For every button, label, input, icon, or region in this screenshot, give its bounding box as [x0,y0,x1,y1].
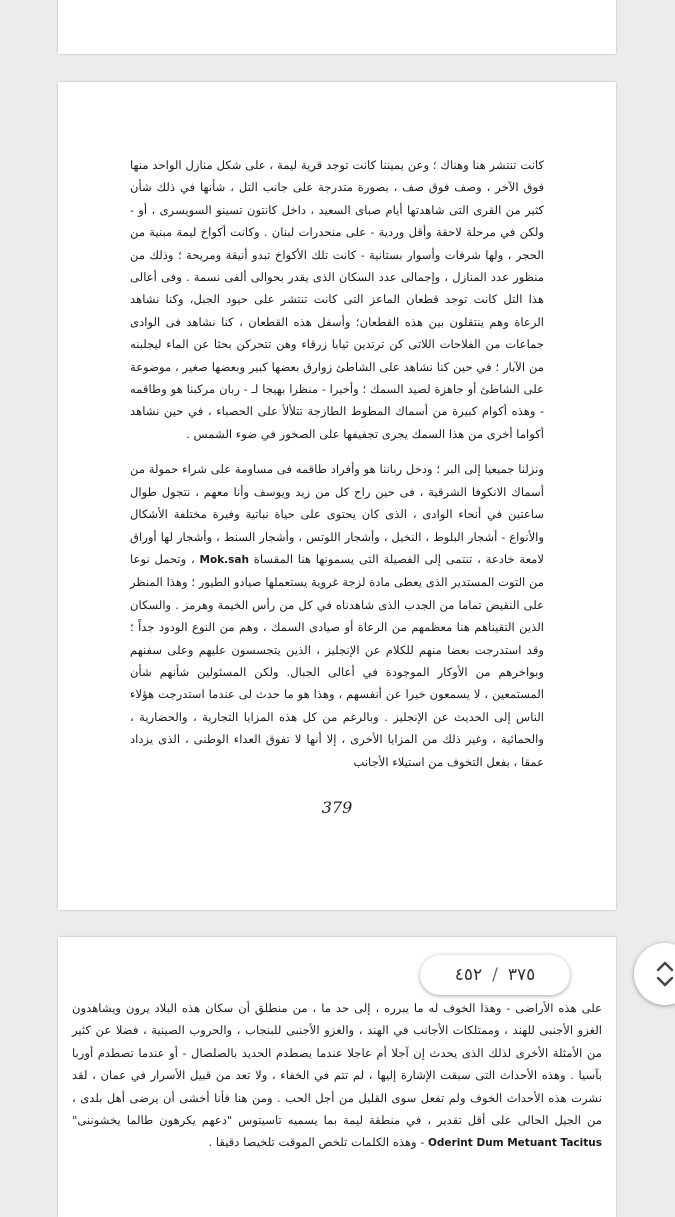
paragraph [130,458,544,773]
paragraph-text: على هذه الأراضى - وهذا الخوف له ما يبرره ، إلى حد ما ، من منطلق أن سكان هذه البلاد يرون ويشاهدون الغزو الأجنبى للهند ، وممتلكات الأجانب في الهند ، والغزو الأجنبى للبنجاب ، والحروب الصينية ، فضلا عن كثير من الأمثلة الأخرى لذلك الذى يحدث إن آجلا أم عاجلا عندما يصطدم الحديد بالصلصال - أو عندما تصطدم أوربا بآسيا . وهذه الأحداث التى سبقت الإشارة إليها ، لم تتم في الخفاء ، ولا تعد من قبيل الأسرار في عمان ، لقد نشرت هذه الأحداث الخوف ولم تفعل سوى القليل من أجل الحب . ومن هنا فأنا أخشى أن يرضى أهل بلدى ، من الجيل الحالى على أقل تقدير ، في منطقة ليمة بما يسميه تاسيتوس "دعهم يكرهون طالما يخشوننى" [72,1001,602,1128]
previous-page [58,0,616,54]
page-indicator [420,955,570,995]
page-body [130,154,544,773]
scroll-arrows-icon [649,959,675,989]
paragraph: كانت تنتشر هنا وهناك ؛ وعن يميننا كانت توجد قرية ليمة ، على شكل منازل الواحد منها فوق الآخر ، وصف فوق صف ، بصورة متدرجة على جانب التل ، شأنها في ذلك شأن كثير من القرى التى شاهدتها أيام صباى السعيد ، داخل كانتون تسينو السويسرى ، أو - ولكن في مرحلة لاحقة وأقل وردية - على منحدرات لبنان . وكانت أكواخ ليمة مبنية من الحجر ، ولها شرفات وأسوار بستانية - كانت تلك الأكواخ تبدو أنيقة ومريحة ؛ وذلك من منظور عدد المنازل ، وإجمالى عدد السكان الذى يقدر بحوالى ألفى نسمة . وفى أعالى هذا التل كانت توجد قطعان الماعز التى كانت تنتشر على حيود الجبل، وكنا نشاهد الرعاة وهم ينتقلون بين هذه القطعان؛ وأسفل هذه القطعان ، كنا نشاهد فى الوادى جماعات من الفلاحات اللاتى كن ترتدين ثيابا زرقاء وهن تتحركن بحثا عن الماء ليجلبنه من الآبار ؛ في حين كنا نشاهد على الشاطئ زوارق بعضها كبير وبعضها صغير ، موضوعة على الشاطئ أو جاهزة لصيد السمك ؛ وأخيرا - منظرا بهيجا لـ - ربان مركبنا هو وطاقمه - وهذه أكوام كبيرة من أسماك المطوط الطازجة تتلألأ على الحصباء ، في حين نشاهد أكواما أخرى من هذا السمك يجرى تجفيفها على الصخور في ضوء الشمس . [130,158,544,441]
page-separator: / [492,965,498,985]
paragraph-text: ، وتحمل نوعا من التوت المستدير الذى يعطى مادة لزجة غروية يستعملها صيادو الطيور ؛ وهذا المنظر على النقيض تماما من الجدب الذى شاهدناه في كل من رأس الخيمة وهرمز . والسكان الذين التقيناهم هنا معظمهم من الرعاة أو صيادى السمك ، وهم من النوع الودود جداً ؛ وقد استدرجت بعضا منهم للكلام عن الإنجليز ، الذين يتجسسون عليهم وعلى سفنهم وبواخرهم من الأوكار الموجودة في أعالى الجبال. ولكن المسئولين شأنهم شأن المستمعين ، لا يسمعون خيرا عن أنفسهم ، وهذا هو ما حدث لى عندما استدرجت هؤلاء الناس إلى الحديث عن الإنجليز . وبالرغم من كل هذه المزايا التجارية ، والحضارية ، والحمائية ، وغير ذلك من المزايا الأخرى ، إلا أنها لا تفوق العداء الوطنى ، الذى يزداد عمقا ، بفعل التخوف من استيلاء الأجانب [130,551,544,769]
fast-scroll-handle[interactable] [634,943,675,1005]
paragraph-text: - وهذه الكلمات تلخص الموقت تلخيصا دقيقا . [208,1135,425,1150]
page-body [72,997,602,1155]
paragraph-text: ونزلنا جميعيا إلى البر ؛ ودخل رباننا هو وأفراد طاقمه فى مساومة على شراء حمولة من أسماك الانكوفا الشرقية ، فى حين راح كل من زيد ويوسف وأنا معهم ، نتجول طوال ساعتين في أنحاء الوادى ، الذى كان يحتوى على حياة نباتية وفيرة مختلفة الأشكال والأنواع - أشجار البلوط ، النخيل ، وأشجار اللوتس ، وأشجار السنط ، وأشجار لها أوراق لامعة خادعة ، تنتمى إلى الفصيلة التى يسمونها هنا المقساة [130,462,545,566]
paragraph [72,997,602,1155]
current-page: ٣٧٥ [507,965,536,985]
total-pages: ٤٥٢ [454,965,483,985]
page-number: 379 [321,798,353,817]
latin-term: Mok.sah [199,553,249,566]
latin-quote: Oderint Dum Metuant Tacitus [427,1137,602,1150]
document-page [58,82,616,910]
